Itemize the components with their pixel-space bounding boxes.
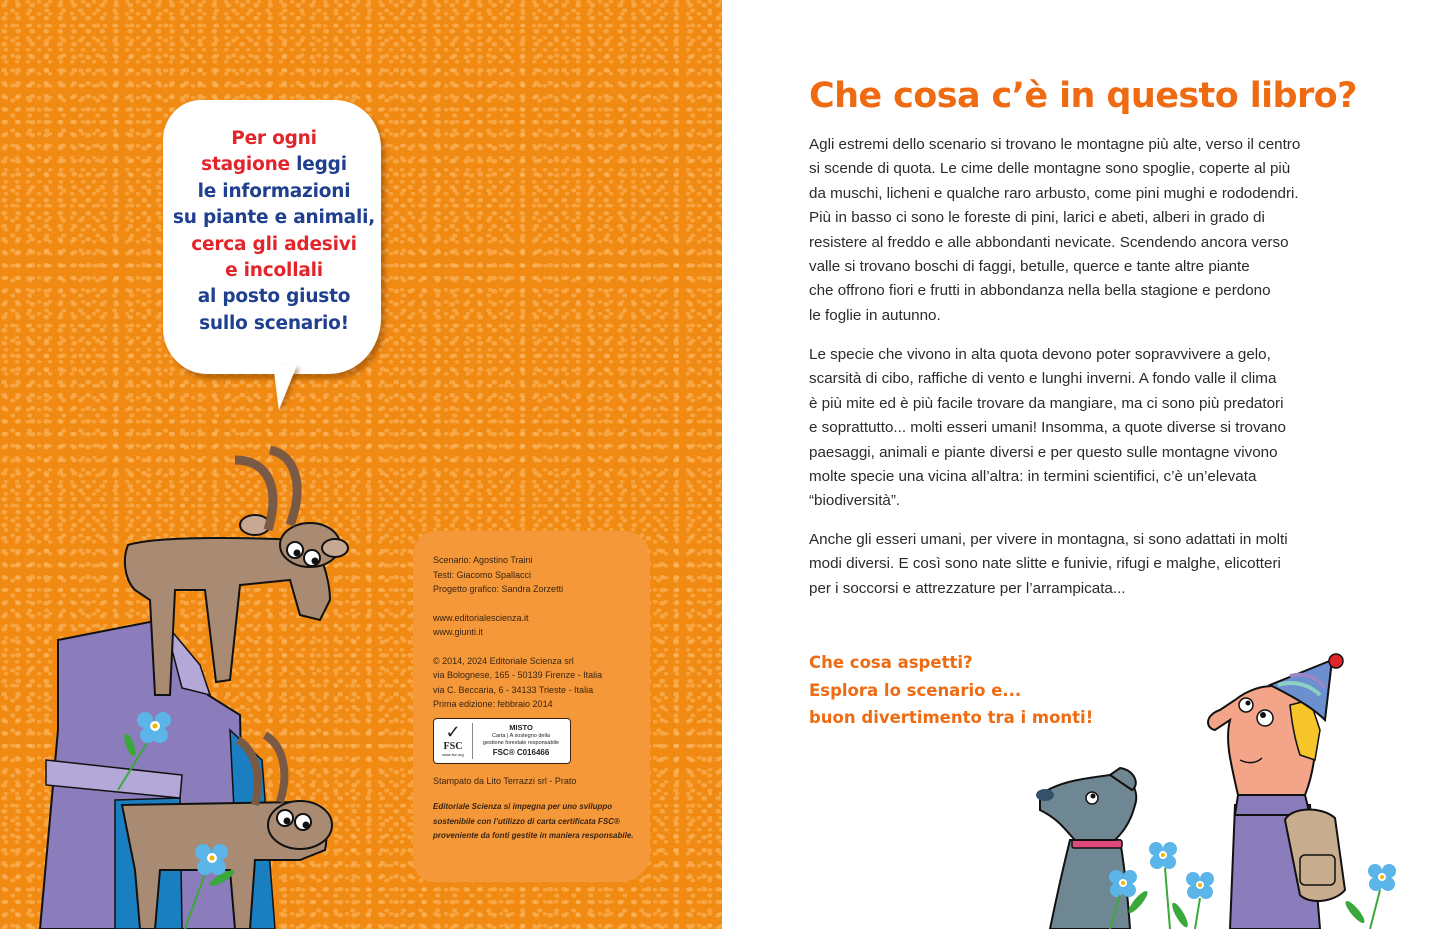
paragraph-1: Agli estremi dello scenario si trovano le montagne più alte, verso il centro si scende di quota. Le cime delle montagne sono spoglie, coperte al più da muschi, licheni e qualche raro arbusto, come pini mughi e rododendri. Più in basso ci sono le foreste di pini, larici e abeti, alberi in grado di resistere al freddo e alle abbondanti nevicate. Scendendo ancora verso valle si trovano boschi di faggi, betulle, querce e tante altre piante che offrono fiori e frutti in abbondanza nella bella stagione e perdono le foglie in autunno. — [809, 136, 1301, 324]
sustainability-note: proveniente da fonti gestite in maniera responsabile. — [433, 831, 634, 840]
copyright: © 2014, 2024 Editoriale Scienza srl — [433, 655, 574, 666]
bubble-line: su piante e animali, — [172, 207, 376, 229]
paragraph-2: Le specie che vivono in alta quota devono poter sopravvivere a gelo, scarsità di cibo, raffiche di vento e lunghi inverni. A fondo valle il clima è più mite ed è più facile trovare da mangiare, ma ci sono più predatori e soprattutto... molti esseri umani! Insomma, a quote diverse si trovano paesaggi, animali e piante diversi e per questo sulle montagne vivono molte specie una vicina all’altra: in termini scientifici, c’è un’elevata “biodiversità”. — [809, 346, 1286, 510]
tree-icon: ✓ — [445, 721, 461, 742]
fsc-tree-logo: ✓ FSC www.fsc.org — [438, 722, 468, 760]
paragraph-3: Anche gli esseri umani, per vivere in montagna, si sono adattati in molti modi diversi. E così sono nate slitte e funivie, rifugi e malghe, elicotteri per i soccorsi e attrezzature per l’arrampicata... — [809, 531, 1288, 597]
left-page — [0, 0, 722, 929]
speech-bubble-text — [163, 126, 385, 337]
bubble-line: leggi — [296, 154, 347, 176]
call-to-action: Che cosa aspetti? Esplora lo scenario e... buon divertimento tra i monti! — [809, 653, 1094, 727]
bubble-line: cerca gli adesivi — [191, 233, 357, 255]
sustainability-note: Editoriale Scienza si impegna per uno sviluppo — [433, 802, 613, 811]
page-title: Che cosa c’è in questo libro? — [809, 76, 1357, 116]
bubble-line: al posto giusto — [197, 286, 351, 308]
credit-texts: Testi: Giacomo Spallacci — [433, 569, 532, 580]
bubble-line: le informazioni — [197, 180, 351, 202]
website-link[interactable]: www.editorialescienza.it — [433, 612, 529, 623]
dog-and-hiker-illustration — [1020, 640, 1445, 929]
dog-illustration — [1036, 768, 1136, 929]
printer: Stampato da Lito Terrazzi srl - Prato — [433, 775, 577, 786]
bubble-line: e incollali — [225, 260, 323, 282]
right-page — [722, 0, 1445, 929]
ibex-goats-illustration — [0, 430, 400, 929]
address: via Bolognese, 165 - 50139 Firenze - Italia — [433, 670, 603, 680]
fsc-label: ✓ FSC www.fsc.org MISTO Carta | A sostegno della gestione forestale responsabile FSC® C016466 — [433, 718, 571, 764]
bubble-line: stagione — [201, 154, 297, 176]
address: via C. Beccaria, 6 - 34133 Trieste - Italia — [433, 684, 594, 695]
sustainability-note: sostenibile con l’utilizzo di carta certificata FSC® — [433, 816, 620, 826]
edition: Prima edizione: febbraio 2014 — [433, 699, 553, 709]
credit-scenario: Scenario: Agostino Traini — [433, 555, 533, 565]
credits-box — [413, 531, 650, 882]
hiker-illustration — [1208, 654, 1345, 929]
bubble-line: sullo scenario! — [199, 312, 349, 334]
website-link[interactable]: www.giunti.it — [433, 627, 484, 637]
bubble-line: Per ogni — [231, 128, 317, 149]
credit-design: Progetto grafico: Sandra Zorzetti — [433, 584, 564, 594]
speech-bubble-tail — [267, 365, 297, 410]
